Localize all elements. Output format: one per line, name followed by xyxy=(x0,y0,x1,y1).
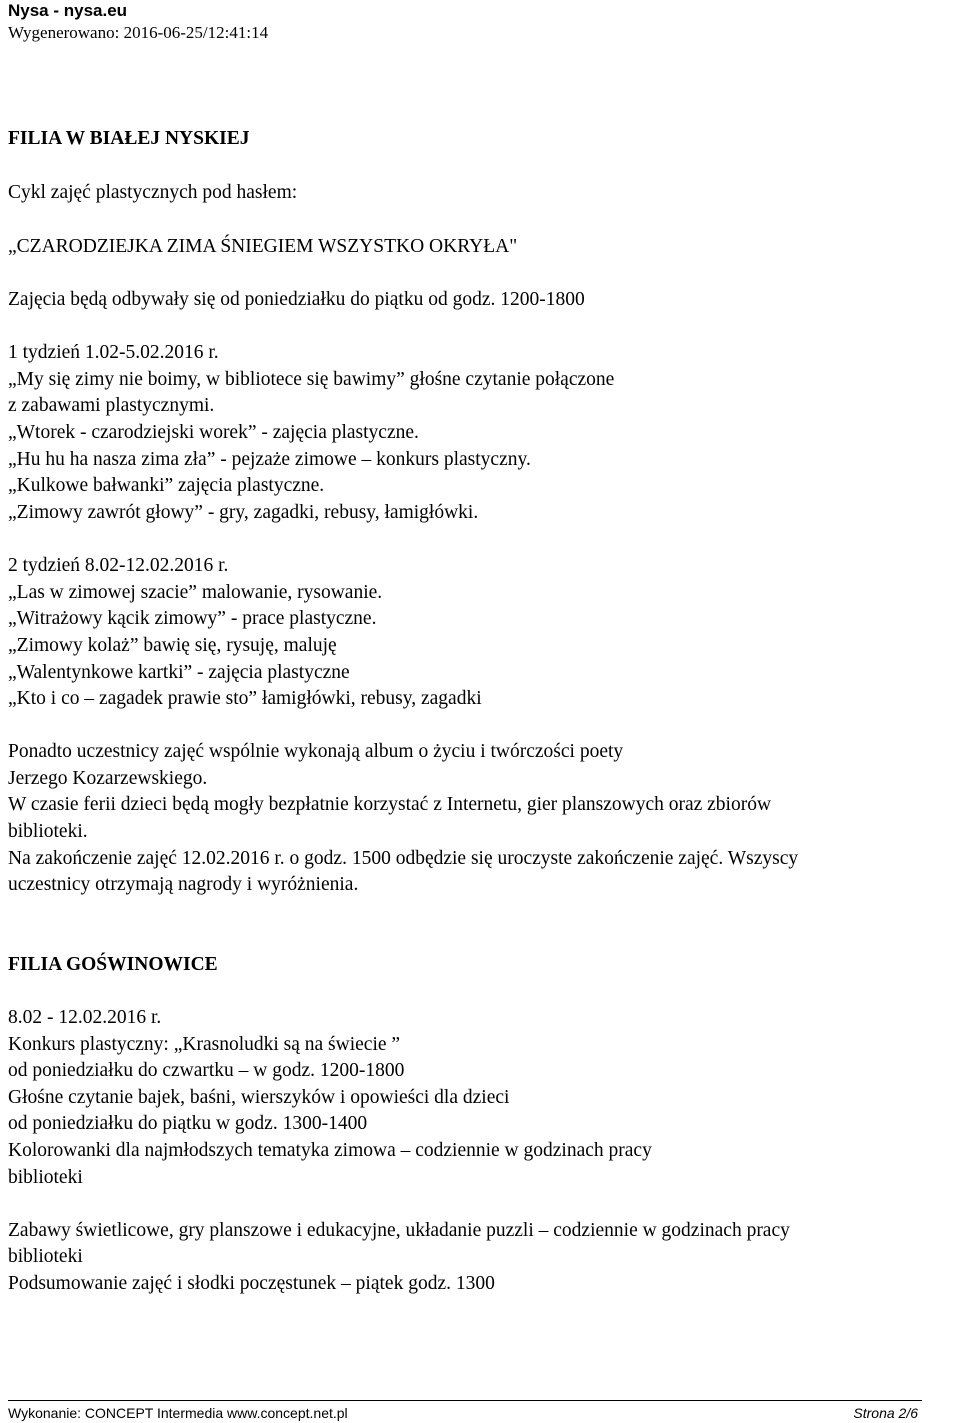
text-line: Podsumowanie zajęć i słodki poczęstunek – piątek godz. 1300 xyxy=(8,1273,495,1294)
list-item: „Walentynkowe kartki” - zajęcia plastyczne xyxy=(8,662,350,683)
section-title-biala-nyska: FILIA W BIAŁEJ NYSKIEJ xyxy=(8,128,250,149)
list-item: „Witrażowy kącik zimowy” - prace plastyczne. xyxy=(8,608,377,629)
list-item: „My się zimy nie boimy, w bibliotece się bawimy” głośne czytanie połączone xyxy=(8,369,615,390)
closing-line: biblioteki. xyxy=(8,821,88,842)
intro-text: Cykl zajęć plastycznych pod hasłem: xyxy=(8,182,298,203)
text-line: Zabawy świetlicowe, gry planszowe i edukacyjne, układanie puzzli – codziennie w godzinach pracy xyxy=(8,1220,790,1241)
schedule-text: Zajęcia będą odbywały się od poniedziałku do piątku od godz. 1200-1800 xyxy=(8,289,585,310)
list-item: „Zimowy kolaż” bawię się, rysuję, maluję xyxy=(8,635,337,656)
text-line: od poniedziałku do czwartku – w godz. 1200-1800 xyxy=(8,1060,405,1081)
list-item: „Zimowy zawrót głowy” - gry, zagadki, rebusy, łamigłówki. xyxy=(8,502,479,523)
text-line: Kolorowanki dla najmłodszych tematyka zimowa – codziennie w godzinach pracy xyxy=(8,1140,652,1161)
footer-divider xyxy=(8,1400,922,1401)
text-line: biblioteki xyxy=(8,1246,83,1267)
list-item: „Kto i co – zagadek prawie sto” łamigłówki, rebusy, zagadki xyxy=(8,688,482,709)
closing-line: Ponadto uczestnicy zajęć wspólnie wykonają album o życiu i twórczości poety xyxy=(8,741,624,762)
site-title: Nysa - nysa.eu xyxy=(8,1,128,20)
text-line: od poniedziałku do piątku w godz. 1300-1400 xyxy=(8,1113,368,1134)
list-item: „Hu hu ha nasza zima zła” - pejzaże zimowe – konkurs plastyczny. xyxy=(8,449,531,470)
generated-timestamp: Wygenerowano: 2016-06-25/12:41:14 xyxy=(8,23,269,42)
closing-line: Jerzego Kozarzewskiego. xyxy=(8,768,208,789)
closing-line: W czasie ferii dzieci będą mogły bezpłatnie korzystać z Internetu, gier planszowych oraz zbiorów xyxy=(8,794,772,815)
page-header xyxy=(8,0,268,44)
section-title-goswinowice: FILIA GOŚWINOWICE xyxy=(8,954,218,975)
closing-line: uczestnicy otrzymają nagrody i wyróżnienia. xyxy=(8,874,359,895)
text-line: Konkurs plastyczny: „Krasnoludki są na świecie ” xyxy=(8,1034,401,1055)
closing-line: Na zakończenie zajęć 12.02.2016 r. o godz. 1500 odbędzie się uroczyste zakończenie zajęć. Wszyscy xyxy=(8,848,799,869)
week1-title: 1 tydzień 1.02-5.02.2016 r. xyxy=(8,342,219,363)
week2-title: 2 tydzień 8.02-12.02.2016 r. xyxy=(8,555,229,576)
list-item: z zabawami plastycznymi. xyxy=(8,395,215,416)
text-line: biblioteki xyxy=(8,1167,83,1188)
text-line: 8.02 - 12.02.2016 r. xyxy=(8,1007,162,1028)
footer-credit: Wykonanie: CONCEPT Intermedia www.concept.net.pl xyxy=(8,1405,348,1421)
list-item: „Kulkowe bałwanki” zajęcia plastyczne. xyxy=(8,475,325,496)
slogan: „CZARODZIEJKA ZIMA ŚNIEGIEM WSZYSTKO OKRYŁA" xyxy=(8,236,518,257)
list-item: „Las w zimowej szacie” malowanie, rysowanie. xyxy=(8,582,383,603)
text-line: Głośne czytanie bajek, baśni, wierszyków i opowieści dla dzieci xyxy=(8,1087,510,1108)
list-item: „Wtorek - czarodziejski worek” - zajęcia plastyczne. xyxy=(8,422,419,443)
page-number: Strona 2/6 xyxy=(853,1405,918,1421)
